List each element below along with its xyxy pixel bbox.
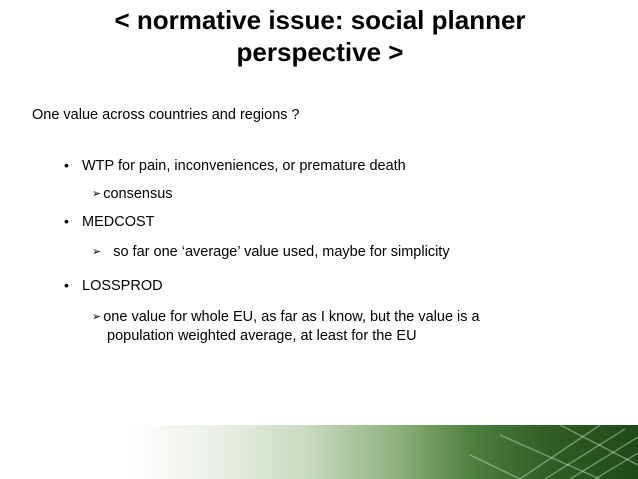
sub-bullet-text: so far one ‘average’ value used, maybe for simplicity	[113, 244, 450, 260]
bullet-medcost	[64, 212, 155, 231]
bullet-label: MEDCOST	[82, 214, 155, 230]
sub-bullet-eu-value	[92, 308, 552, 346]
sub-bullet-consensus	[92, 185, 173, 203]
slide-title	[40, 4, 600, 68]
arrow-bullet-icon: ➢	[92, 246, 102, 258]
sub-bullet-text-line-1: one value for whole EU, as far as I know, but the value is a	[103, 309, 480, 325]
intro-text: One value across countries and regions ?	[32, 107, 300, 123]
bullet-dot-icon: •	[64, 277, 69, 293]
arrow-bullet-icon: ➢	[92, 311, 102, 323]
footer-pattern-graphic	[0, 425, 638, 479]
bullet-wtp	[64, 156, 406, 175]
title-line-2: perspective >	[236, 37, 404, 67]
arrow-bullet-icon: ➢	[92, 188, 102, 200]
bullet-dot-icon: •	[64, 157, 69, 173]
title-line-1: < normative issue: social planner	[114, 5, 526, 35]
bullet-dot-icon: •	[64, 213, 69, 229]
bullet-lossprod	[64, 276, 163, 295]
sub-bullet-text-line-2: population weighted average, at least for the EU	[107, 328, 417, 344]
sub-bullet-text: consensus	[103, 186, 173, 202]
bullet-label: WTP for pain, inconveniences, or premature death	[82, 158, 406, 174]
bullet-label: LOSSPROD	[82, 278, 163, 294]
sub-bullet-average-value	[92, 243, 450, 261]
